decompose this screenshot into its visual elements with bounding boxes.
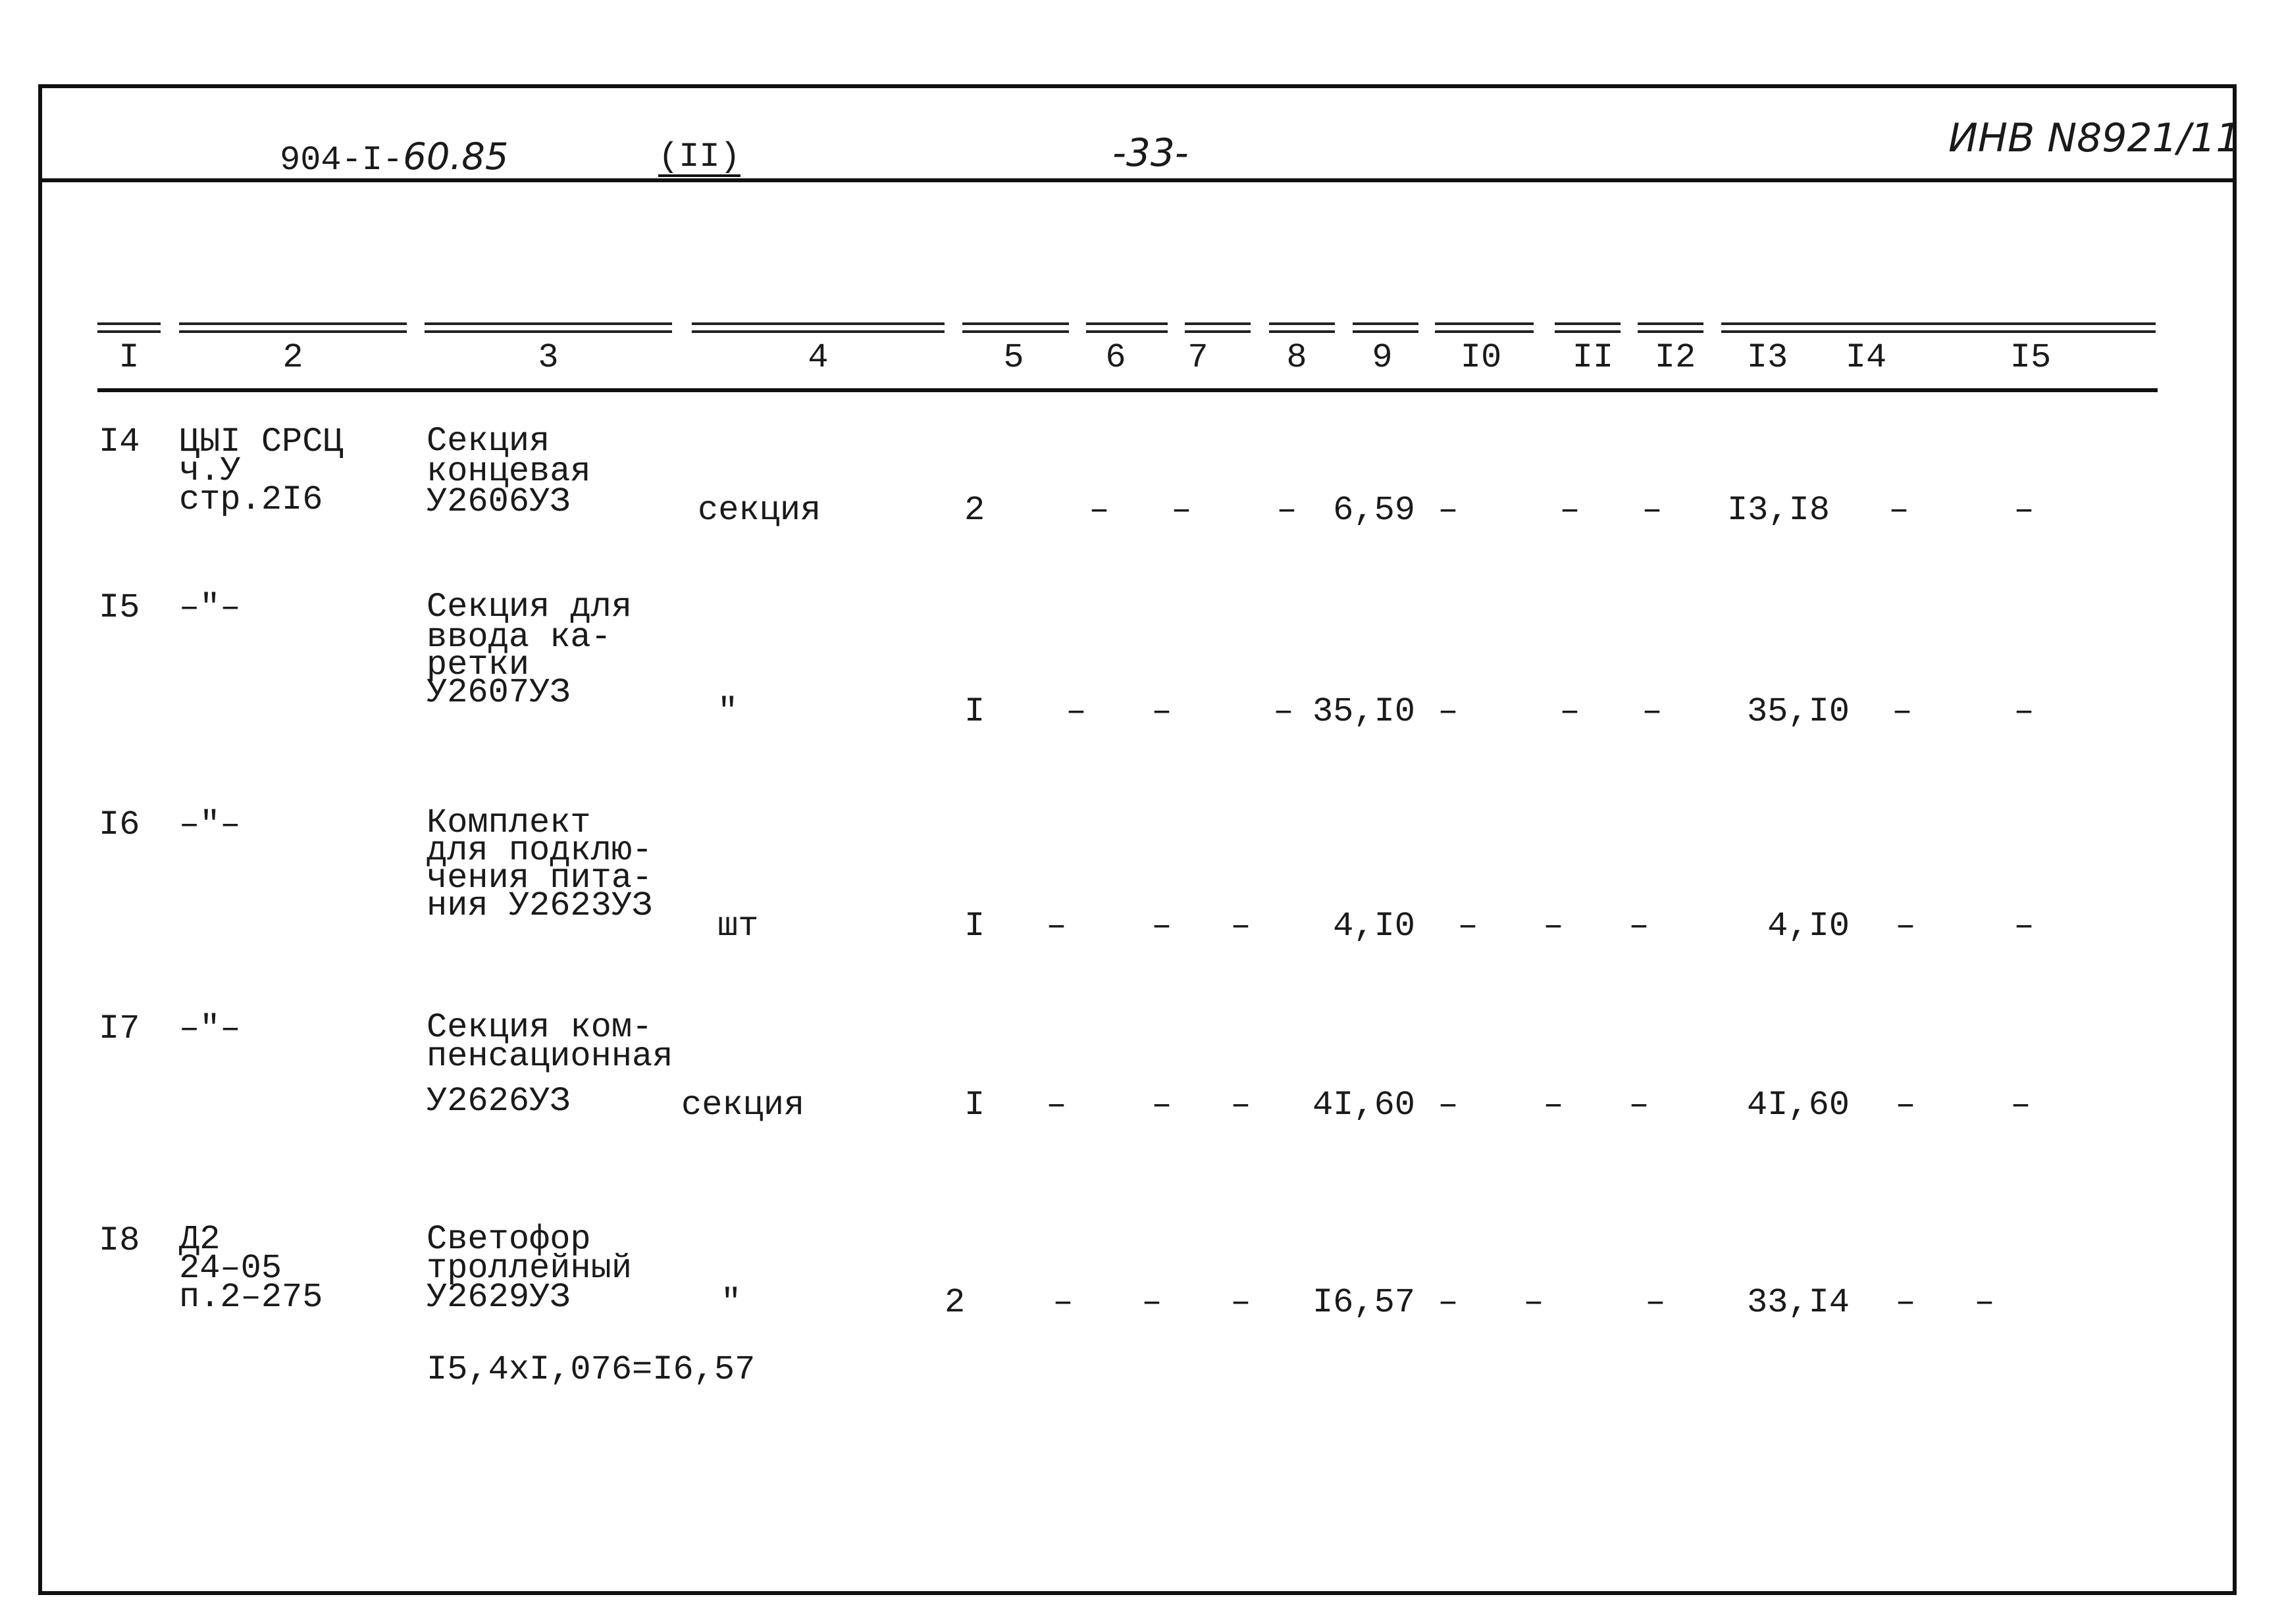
part-number: (II) <box>658 138 740 176</box>
row-number: I7 <box>99 1009 140 1048</box>
row-c6: – <box>1046 907 1067 946</box>
row-c10: – <box>1438 491 1459 530</box>
row-c10: – <box>1457 907 1478 946</box>
row-c15: – <box>2010 1086 2031 1125</box>
row-c8: – <box>1273 692 1294 731</box>
col-rule <box>1086 322 1168 333</box>
row-c15: – <box>1974 1283 1995 1322</box>
row-unit: секция <box>698 491 821 530</box>
col-header: 5 <box>1003 338 1024 377</box>
row-c11: – <box>1543 1086 1564 1125</box>
row-c13: 35,I0 <box>1746 692 1850 731</box>
row-c12: – <box>1628 1086 1650 1125</box>
row-c14: – <box>1892 692 1913 731</box>
row-c6: – <box>1046 1086 1067 1125</box>
col-rule <box>1721 322 2156 333</box>
row-number: I6 <box>99 805 140 844</box>
row-name: Комплект для подклю- чения пита- ния У2623УЗ <box>427 803 653 925</box>
row-c13: 4I,60 <box>1746 1086 1850 1125</box>
row-c14: – <box>1895 1086 1916 1125</box>
col-rule <box>692 322 945 333</box>
row-c14: – <box>1895 907 1916 946</box>
col-header: I0 <box>1460 338 1502 377</box>
row-unit: шт <box>717 907 759 946</box>
row-name: Секция для ввода ка- ретки У2607УЗ <box>427 588 633 712</box>
row-number: I4 <box>99 422 140 461</box>
row-c7: – <box>1151 692 1172 731</box>
row-c8: – <box>1230 1086 1251 1125</box>
row-c9: I6,57 <box>1312 1283 1415 1322</box>
row-c13: 4,I0 <box>1767 907 1850 946</box>
row-c12: – <box>1628 907 1650 946</box>
row-c15: – <box>2013 491 2035 530</box>
row-c8: – <box>1230 1283 1251 1322</box>
row-qty: 2 <box>945 1283 966 1322</box>
row-unit: " <box>721 1283 742 1322</box>
row-c10: – <box>1438 1086 1459 1125</box>
row-c10: – <box>1438 692 1459 731</box>
row-c13: I3,I8 <box>1727 491 1830 530</box>
row-number: I5 <box>99 588 140 627</box>
col-rule <box>1185 322 1251 333</box>
row-source: –"– <box>179 588 241 627</box>
row-c15: – <box>2013 692 2035 731</box>
col-rule <box>1638 322 1703 333</box>
row-source: Д2 24–05 п.2–275 <box>179 1220 323 1317</box>
row-c11: – <box>1559 491 1580 530</box>
row-c12: – <box>1642 491 1663 530</box>
row-qty: I <box>964 1086 985 1125</box>
row-name: Секция ком- пенсационная У2626УЗ <box>427 1008 673 1121</box>
col-rule <box>425 322 672 333</box>
row-name: Секция концевая У2606УЗ <box>427 422 591 521</box>
col-header: I2 <box>1654 338 1696 377</box>
row-name: Светофор троллейный У2629УЗ <box>427 1220 633 1317</box>
row-qty: I <box>964 692 985 731</box>
row-c9: 6,59 <box>1333 491 1415 530</box>
col-header: 3 <box>538 338 559 377</box>
row-c11: – <box>1559 692 1580 731</box>
row-formula: I5,4хI,076=I6,57 <box>427 1350 756 1389</box>
row-c6: – <box>1052 1283 1074 1322</box>
row-c10: – <box>1438 1283 1459 1322</box>
row-c7: – <box>1151 907 1172 946</box>
row-c6: – <box>1089 491 1110 530</box>
inventory-number: ИНВ N8921/11 <box>1948 115 2241 161</box>
row-c12: – <box>1642 692 1663 731</box>
row-c15: – <box>2013 907 2035 946</box>
col-header: 8 <box>1286 338 1307 377</box>
col-header: 9 <box>1372 338 1393 377</box>
row-c8: – <box>1230 907 1251 946</box>
row-c7: – <box>1171 491 1192 530</box>
col-rule <box>1269 322 1335 333</box>
row-c7: – <box>1151 1086 1172 1125</box>
col-header: 7 <box>1187 338 1208 377</box>
row-qty: 2 <box>964 491 985 530</box>
page-number: -33- <box>1112 130 1189 175</box>
row-qty: I <box>964 907 985 946</box>
row-number: I8 <box>99 1221 140 1260</box>
col-header: II <box>1572 338 1614 377</box>
row-c7: – <box>1141 1283 1162 1322</box>
col-rule <box>1435 322 1534 333</box>
col-rule <box>179 322 407 333</box>
doc-code-handwritten: 60.85 <box>403 136 508 182</box>
col-rule <box>97 322 161 333</box>
col-header: 4 <box>808 338 829 377</box>
row-c9: 35,I0 <box>1312 692 1415 731</box>
col-header: I5 <box>2010 338 2052 377</box>
header-bottom-rule <box>97 388 2158 392</box>
document-frame <box>38 84 2237 1595</box>
row-c13: 33,I4 <box>1746 1283 1850 1322</box>
row-c12: – <box>1645 1283 1666 1322</box>
col-rule <box>1353 322 1418 333</box>
col-rule <box>1555 322 1621 333</box>
doc-code <box>280 136 509 180</box>
row-c6: – <box>1066 692 1087 731</box>
row-c9: 4,I0 <box>1333 907 1415 946</box>
row-unit: " <box>717 692 739 731</box>
row-c14: – <box>1888 491 1909 530</box>
col-rule <box>962 322 1069 333</box>
row-c11: – <box>1523 1283 1544 1322</box>
doc-code-printed: 904-I- <box>280 141 403 180</box>
row-unit: секция <box>681 1086 805 1125</box>
col-header: 6 <box>1105 338 1126 377</box>
col-header: 2 <box>282 338 303 377</box>
col-header: I <box>118 338 140 377</box>
row-source: ЦЫI СРСЦ ч.У стр.2I6 <box>179 422 344 519</box>
row-c8: – <box>1276 491 1297 530</box>
row-c11: – <box>1543 907 1564 946</box>
row-source: –"– <box>179 805 241 844</box>
col-header: I3 <box>1746 338 1788 377</box>
row-c9: 4I,60 <box>1312 1086 1415 1125</box>
row-c14: – <box>1895 1283 1916 1322</box>
row-source: –"– <box>179 1009 241 1048</box>
col-header: I4 <box>1845 338 1887 377</box>
